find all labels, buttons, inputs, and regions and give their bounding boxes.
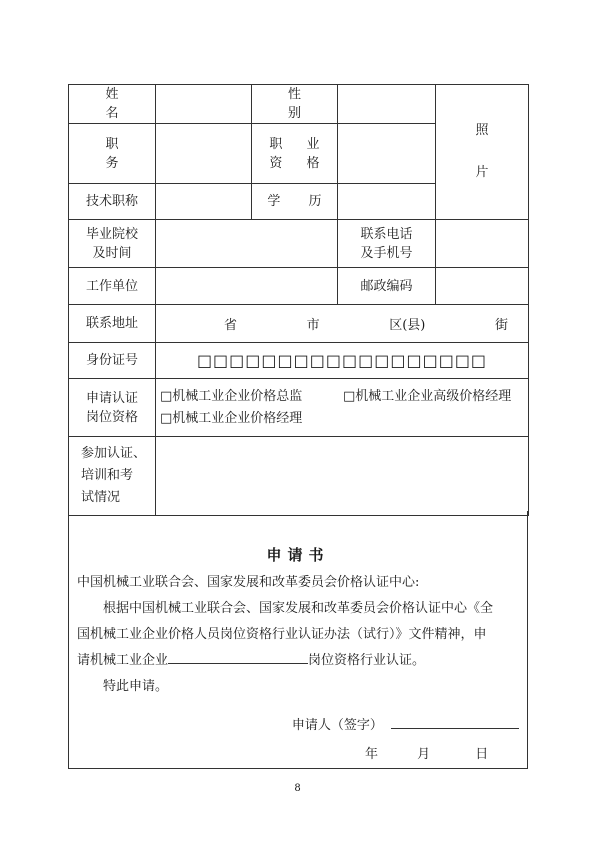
position-field[interactable] — [156, 124, 252, 184]
tech-title-label: 技术职称 — [69, 184, 156, 220]
qualification-label — [252, 124, 338, 184]
signature-row — [292, 714, 519, 733]
photo-box[interactable] — [436, 85, 529, 220]
body-line-3-prefix: 请机械工业企业 — [77, 653, 169, 668]
photo-label-2: 片 — [475, 165, 489, 180]
gender-field[interactable] — [338, 85, 436, 124]
name-label: 姓 名 — [69, 85, 156, 124]
training-label-2: 培训和考 — [81, 468, 134, 483]
phone-label-2: 及手机号 — [360, 245, 413, 261]
option-price-manager[interactable]: □机械工业企业价格经理 — [160, 410, 303, 426]
address-district: 区(县) — [389, 318, 426, 333]
training-label-3: 试情况 — [81, 490, 121, 505]
training-label — [69, 437, 156, 516]
education-field[interactable] — [338, 184, 436, 220]
address-parts — [156, 314, 528, 333]
application-title: 申请书 — [266, 546, 330, 564]
school-label-1: 毕业院校 — [85, 226, 138, 242]
apply-position-label-2: 岗位资格 — [85, 409, 138, 425]
qualification-label-1: 职 业 — [269, 136, 330, 152]
body-line-3-suffix: 岗位资格行业认证。 — [308, 653, 426, 668]
signature-blank[interactable] — [391, 714, 519, 729]
option-senior-price-manager[interactable]: □机械工业企业高级价格经理 — [343, 388, 512, 404]
gender-label: 性 别 — [252, 85, 338, 124]
company-name-blank[interactable] — [168, 649, 308, 664]
school-field[interactable] — [156, 220, 338, 268]
apply-position-options — [156, 379, 529, 437]
page-number: 8 — [294, 783, 301, 794]
education-label: 学 历 — [252, 184, 338, 220]
id-number-label: 身份证号 — [69, 343, 156, 379]
phone-label-1: 联系电话 — [360, 226, 413, 242]
application-body-line-2: 国机械工业企业价格人员岗位资格行业认证办法（试行）》文件精神，申 — [77, 627, 487, 642]
phone-label — [338, 220, 436, 268]
phone-field[interactable] — [436, 220, 529, 268]
address-label: 联系地址 — [69, 305, 156, 343]
address-field[interactable] — [156, 305, 529, 343]
application-closing: 特此申请。 — [103, 679, 169, 694]
application-body-line-1: 根据中国机械工业联合会、国家发展和改革委员会价格认证中心《全 — [103, 601, 494, 616]
work-unit-field[interactable] — [156, 268, 338, 305]
address-street: 街 — [494, 318, 508, 333]
training-field[interactable] — [156, 437, 529, 516]
postcode-field[interactable] — [436, 268, 529, 305]
date-row — [365, 743, 488, 762]
options-row-1 — [160, 386, 528, 408]
id-number-boxes[interactable]: □□□□□□□□□□□□□□□□□□ — [156, 343, 529, 379]
training-label-1: 参加认证、 — [81, 446, 147, 461]
application-body-line-3 — [77, 648, 519, 674]
qualification-field[interactable] — [338, 124, 436, 184]
postcode-label: 邮政编码 — [338, 268, 436, 305]
date-day: 日 — [475, 747, 489, 762]
date-month: 月 — [417, 747, 431, 762]
position-label: 职 务 — [69, 124, 156, 184]
apply-position-label — [69, 379, 156, 437]
options-row-2 — [160, 408, 528, 430]
school-label-2: 及时间 — [92, 245, 132, 261]
address-city: 市 — [306, 318, 320, 333]
registration-form-table — [68, 84, 529, 516]
date-year: 年 — [365, 747, 379, 762]
signer-label: 申请人（签字） — [291, 718, 383, 733]
address-province: 省 — [224, 318, 238, 333]
work-unit-label: 工作单位 — [69, 268, 156, 305]
tech-title-field[interactable] — [156, 184, 252, 220]
application-letter — [68, 511, 528, 769]
option-price-director[interactable]: □机械工业企业价格总监 — [160, 388, 303, 404]
name-field[interactable] — [156, 85, 252, 124]
qualification-label-2: 资 格 — [269, 155, 330, 171]
application-addressee: 中国机械工业联合会、国家发展和改革委员会价格认证中心: — [77, 575, 420, 590]
apply-position-label-1: 申请认证 — [85, 390, 138, 406]
school-label — [69, 220, 156, 268]
photo-label-1: 照 — [475, 123, 489, 138]
